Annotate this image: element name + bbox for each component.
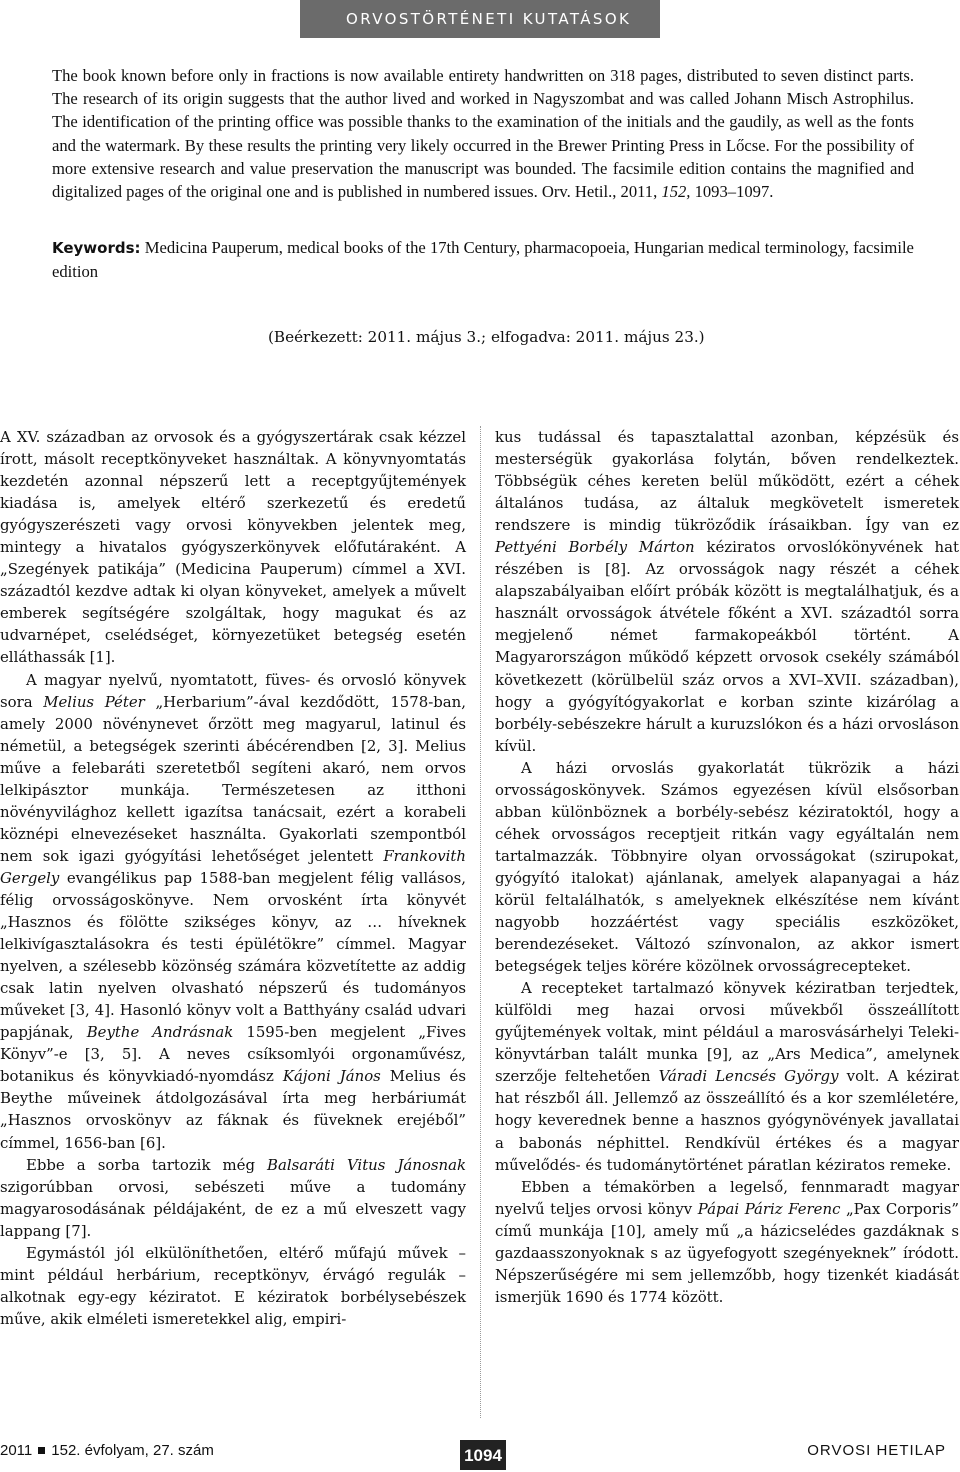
text-run: kus tudással és tapasztalattal azonban, képzésük és mesterségük gyakorlása folytán, bőven rendelkeztek. Többségük céhes kereten belül működött, ezért a céhek általános tudása, az általuk megkövetelt ismeretek rendszere is mindig tükröződik írásaikban. Így van ez <box>495 428 959 535</box>
text-run: Ebben a témakörben a legelső, fennmaradt magyar nyelvű teljes orvosi könyv <box>495 1177 959 1218</box>
text-run: Ebbe a sorba tartozik még <box>26 1155 268 1174</box>
text-run: A magyar nyelvű, nyomtatott, füves- és orvosló könyvek sora <box>0 670 466 711</box>
person-name: Frankovith Gergely <box>0 846 466 887</box>
received-dates: (Beérkezett: 2011. május 3.; elfogadva: 2011. május 23.) <box>268 328 705 346</box>
text-run: Melius és Beythe műveinek átdolgozásával írta meg herbáriumát „Hasznos orvoskönyv az fáknak és füveknek erejéből” címmel, 1656-ban [6]. <box>0 1067 466 1152</box>
abstract-volume: 152, <box>661 182 691 202</box>
text-run: evangélikus pap 1588-ban megjelent félig vallásos, félig orvosságoskönyve. Nem orvosként írta könyvét „Hasznos és fölötte szikséges könyv, az … híveknek lelkivígasztalásokra és testi épülétökre” címmel. Magyar nyelven, a szélesebb közönség számára közvetítette az addig csak latin nyelven olvasható népszerű és tudományos műveket [3, 4]. Hasonló könyv volt a Batthyány család udvari papjának, <box>0 868 466 1042</box>
keywords <box>52 236 914 283</box>
paragraph: Egymástól jól elkülöníthetően, eltérő műfajú művek – mint például herbárium, receptkönyv, érvágó regulák – alkotnak egy-egy kéziratot. E kéziratok borbélysebészek műve, akik elméleti ismeretekkel alig, empiri- <box>0 1243 466 1328</box>
column-divider <box>480 426 481 1418</box>
footer-issue-info <box>0 1442 214 1459</box>
page-footer <box>0 1440 960 1470</box>
person-name: Pettyéni Borbély Márton <box>495 538 695 557</box>
section-header-bar <box>300 0 660 38</box>
left-column <box>0 426 466 1330</box>
square-bullet-icon <box>38 1447 45 1454</box>
abstract-pages: 1093–1097. <box>690 182 774 202</box>
paragraph <box>0 669 466 1154</box>
person-name: Kájoni János <box>282 1067 381 1086</box>
paragraph <box>0 1154 466 1242</box>
english-abstract <box>52 64 914 203</box>
journal-name: ORVOSI HETILAP <box>807 1442 946 1459</box>
person-name: Beythe Andrásnak <box>86 1023 234 1042</box>
paragraph <box>495 977 959 1175</box>
footer-issue: 152. évfolyam, 27. szám <box>51 1442 214 1459</box>
person-name: Melius Péter <box>43 692 145 711</box>
person-name: Váradi Lencsés György <box>658 1067 839 1086</box>
paragraph <box>495 1176 959 1308</box>
person-name: Pápai Páriz Ferenc <box>697 1199 841 1218</box>
footer-year: 2011 <box>0 1442 33 1459</box>
paragraph: A XV. században az orvosok és a gyógyszertárak csak kézzel írott, másolt receptkönyveket használtak. A könyvnyomtatás kezdetén azonnal népszerű lett a receptgyűjtemények kiadása is, amelyek eltérő szerkezetű és eredetű gyógyszerészeti vagy orvosi könyvekben jelentek meg, mintegy a hivatalos gyógyszerkönyvek előfutáraként. A „Szegények patikája” (Medicina Pauperum) címmel a XVI. századtól kezdve adtak ki olyan könyveket, amelyek a művelt emberek segítségére szolgáltak, hogy magukat és az udvarnépet, cselédséget, környezetüket betegség esetén elláthassák [1]. <box>0 428 466 667</box>
text-run: kéziratos orvoslókönyvének hat részében is [8]. Az orvosságok nagy részét a céhek alapszabályaiban előírt próbák között is megtalálhatjuk, és a használt orvosságok átvétele főként a XVI. századtól sorra megjelenő német farmakopeákból történt. A Magyarországon működő képzett orvosok csekély számából következett (körülbelül száz orvos a XVI–XVII. században), hogy a gyógyítógyakorlat e korban szinte kizárólag a borbély-sebészekre hárult a kuruzslókon és a házi orvosláson kívül. <box>495 538 959 755</box>
section-title: ORVOSTÖRTÉNETI KUTATÁSOK <box>346 10 632 28</box>
keywords-text: Medicina Pauperum, medical books of the 17th Century, pharmacopoeia, Hungarian medical terminology, facsimile edition <box>52 238 914 282</box>
person-name: Balsaráti Vitus Jánosnak <box>267 1155 466 1174</box>
paragraph <box>495 426 959 757</box>
paragraph: A házi orvoslás gyakorlatát tükrözik a házi orvosságoskönyvek. Számos egyezésen kívül elsősorban abban különböznek a borbély-sebész kéziratoktól, hogy a céhek orvosságos receptjeit ritkán vagy egyáltalán nem tartalmazzák. Többnyire olyan orvosságokat (szirupokat, gyógyító italokat) ajánlanak, amelyek alapanyagai a ház körül feltalálhatók, s amelyeknek elkészítése nem kívánt nagyobb hozzáértést vagy speciális eszközöket, berendezéseket. Változó színvonalon, az akkor ismert betegségek teljes körére közölnek orvosságrecepteket. <box>495 758 959 976</box>
right-column <box>495 426 959 1308</box>
keywords-label: Keywords: <box>52 239 141 257</box>
text-run: A recepteket tartalmazó könyvek kéziratban terjedtek, külföldi meg hazai orvosi művekből összeállított gyűjtemények voltak, mint például a marosvásárhelyi Teleki-könyvtárban talált munka [9], az „Ars Medica”, amelynek szerzője feltehetően <box>495 979 959 1086</box>
text-run: 1595-ben megjelent „Fives Könyv”-e [3, 5]. A neves csíksomlyói orgonaművész, botanikus és könyvkiadó-nyomdász <box>0 1023 467 1086</box>
abstract-text: The book known before only in fractions is now available entirety handwritten on 318 pages, distributed to seven distinct parts. The research of its origin suggests that the author lived and worked in Nagyszombat and was called Johann Misch Astrophilus. The identification of the printing office was possible thanks to the examination of the initials and the gaudily, as well as the fonts and the watermark. By these results the printing very likely occurred in the Brewer Printing Press in Lőcse. For the possibility of more extensive research and value preservation the manuscript was bounded. The facsimile edition contains the magnified and digitalized pages of the original one and is published in numbered issues. Orv. Hetil., 2011, <box>52 66 914 202</box>
text-run: „Herbarium”-ával kezdődött, 1578-ban, amely 2000 növénynevet őrzött meg magyarul, latinul és németül, a betegségek szerinti ábécérendben [2, 3]. Melius műve a felebaráti szeretetből segíteni akaró, nem orvos lelkipásztor munkája. Természetesen az itthoni növényvilághoz kellett igazítsa tanácsait, ezért a korabeli köznépi elnevezéseket használta. Gyakorlati szempontból nem sok igazi gyógyítási lehetőséget jelentett <box>0 692 466 865</box>
text-run: szigorúbban orvosi, sebészeti műve a tudomány magyarosodásának példájaként, de ez a mű elveszett vagy lappang [7]. <box>0 1177 466 1240</box>
page-number: 1094 <box>460 1440 506 1470</box>
text-run: „Pax Corporis” című munkája [10], amely mű „a házicselédes gazdáknak s gazdaasszonyoknak s az ügyefogyott szegényeknek” íródott. Népszerűségére mi sem jellemzőbb, hogy tizenkét kiadását ismerjük 1690 és 1774 között. <box>495 1199 959 1306</box>
text-run: volt. A kézirat hat részből áll. Jellemző az összeállító és a kor szemléletére, hogy keverednek benne a hasznos gyógynövények javallatai a babonás néphittel. Rendkívül értékes és a magyar művelődés- és tudománytörténet páratlan kéziratos remeke. <box>495 1067 959 1174</box>
